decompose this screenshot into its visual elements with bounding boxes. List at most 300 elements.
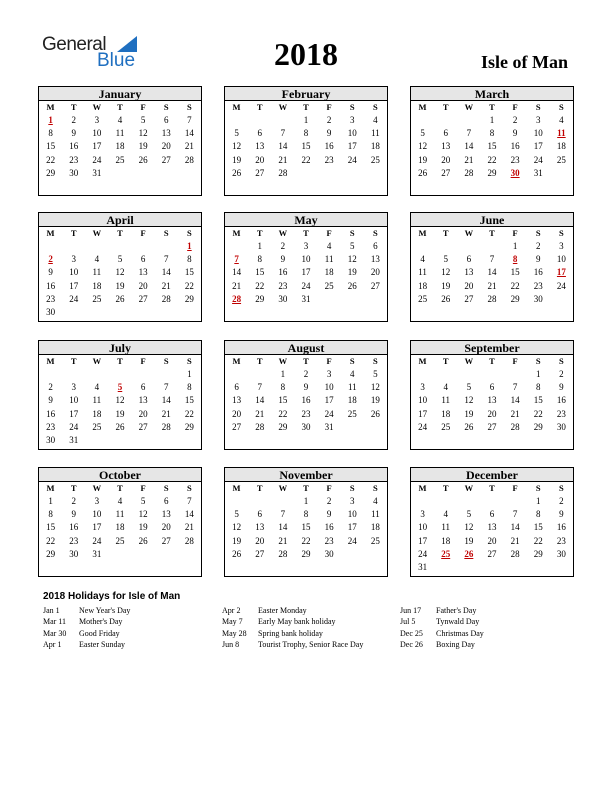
day-cell: 12 xyxy=(370,381,380,392)
holiday-name: Boxing Day xyxy=(436,639,475,649)
holiday-row xyxy=(400,640,484,651)
day-cell: 3 xyxy=(350,495,355,506)
day-cell: 18 xyxy=(441,535,451,546)
day-cell: 13 xyxy=(464,267,474,278)
day-cell: 13 xyxy=(138,267,148,278)
day-cell: 9 xyxy=(536,253,541,264)
day-cell: 26 xyxy=(418,167,428,178)
month-may xyxy=(224,212,388,322)
holiday-day-cell: 8 xyxy=(512,253,518,264)
day-cell: 27 xyxy=(441,167,451,178)
day-cell: 23 xyxy=(324,154,334,165)
day-cell: 12 xyxy=(464,395,474,406)
day-cell: 17 xyxy=(92,141,102,152)
weekday-header: M xyxy=(418,228,427,238)
day-cell: 16 xyxy=(533,267,543,278)
empty-day-cell xyxy=(108,305,131,318)
day-cell: 13 xyxy=(232,395,242,406)
holiday-row xyxy=(222,640,363,651)
day-cell: 7 xyxy=(257,381,262,392)
day-cell: 24 xyxy=(324,408,334,419)
day-cell: 18 xyxy=(115,141,125,152)
empty-day-cell xyxy=(108,166,131,179)
day-cell: 18 xyxy=(92,280,102,291)
day-cell: 7 xyxy=(187,114,192,125)
day-cell: 12 xyxy=(441,267,451,278)
empty-day-cell xyxy=(155,433,178,446)
day-cell: 22 xyxy=(184,408,194,419)
day-cell: 19 xyxy=(115,408,125,419)
weekday-header: F xyxy=(140,228,146,238)
empty-day-cell xyxy=(155,166,178,179)
day-cell: 9 xyxy=(559,508,564,519)
country-name: Isle of Man xyxy=(481,52,568,72)
empty-day-cell xyxy=(364,292,387,305)
day-cell: 12 xyxy=(138,127,148,138)
holiday-column xyxy=(400,606,484,651)
empty-day-cell xyxy=(364,166,387,179)
day-cell: 22 xyxy=(301,535,311,546)
day-cell: 12 xyxy=(138,508,148,519)
day-cell: 1 xyxy=(536,495,541,506)
day-cell: 19 xyxy=(441,280,451,291)
month-name: December xyxy=(411,468,573,482)
day-cell: 26 xyxy=(441,293,451,304)
day-cell: 6 xyxy=(489,381,495,392)
day-cell: 3 xyxy=(71,253,76,264)
holiday-row xyxy=(43,640,130,651)
day-cell: 20 xyxy=(487,535,497,546)
day-cell: 18 xyxy=(115,522,125,533)
holiday-name: Mother's Day xyxy=(79,617,123,627)
day-cell: 3 xyxy=(350,114,355,125)
day-cell: 18 xyxy=(370,141,380,152)
day-cell: 27 xyxy=(487,548,497,559)
weekday-header: S xyxy=(373,356,378,366)
weekday-header: M xyxy=(418,102,427,112)
weekday-header: T xyxy=(117,228,123,238)
day-cell: 5 xyxy=(234,127,239,138)
day-cell: 22 xyxy=(184,280,194,291)
day-cell: 10 xyxy=(69,395,79,406)
holidays-title: 2018 Holidays for Isle of Man xyxy=(43,591,181,602)
day-cell: 20 xyxy=(487,408,497,419)
day-cell: 23 xyxy=(556,408,566,419)
day-cell: 19 xyxy=(347,267,357,278)
weekday-header: W xyxy=(464,483,474,493)
weekday-header: S xyxy=(559,102,564,112)
day-cell: 24 xyxy=(556,280,566,291)
weekday-header: M xyxy=(232,356,241,366)
empty-day-cell xyxy=(411,494,434,507)
empty-day-cell xyxy=(178,305,201,318)
empty-day-cell xyxy=(341,420,364,433)
day-cell: 17 xyxy=(92,522,102,533)
day-cell: 14 xyxy=(510,395,520,406)
day-cell: 1 xyxy=(257,240,262,251)
day-cell: 25 xyxy=(418,293,428,304)
day-cell: 7 xyxy=(280,508,286,519)
day-cell: 7 xyxy=(164,381,169,392)
day-cell: 12 xyxy=(347,253,357,264)
day-cell: 12 xyxy=(232,141,242,152)
day-cell: 4 xyxy=(559,114,564,125)
day-cell: 10 xyxy=(347,127,357,138)
holiday-row xyxy=(400,629,484,640)
day-cell: 13 xyxy=(370,253,380,264)
weekday-header: T xyxy=(489,102,495,112)
weekday-header: S xyxy=(349,356,355,366)
holiday-day-cell: 7 xyxy=(234,253,239,264)
day-cell: 3 xyxy=(94,114,100,125)
empty-day-cell xyxy=(108,239,131,252)
empty-day-cell xyxy=(480,367,503,380)
empty-day-cell xyxy=(341,292,364,305)
weekday-header: T xyxy=(489,483,495,493)
day-cell: 23 xyxy=(510,154,520,165)
holiday-row xyxy=(43,629,130,640)
day-cell: 16 xyxy=(278,267,288,278)
day-cell: 11 xyxy=(347,381,357,392)
empty-day-cell xyxy=(480,560,503,573)
empty-day-cell xyxy=(155,367,178,380)
weekday-header: T xyxy=(256,102,263,112)
day-cell: 1 xyxy=(303,114,309,125)
day-cell: 2 xyxy=(326,495,332,506)
day-cell: 19 xyxy=(464,408,474,419)
day-cell: 21 xyxy=(278,154,288,165)
weekday-header: W xyxy=(92,483,102,493)
month-july xyxy=(38,340,202,450)
day-cell: 21 xyxy=(464,154,474,165)
day-cell: 13 xyxy=(487,522,497,533)
holiday-date: Dec 25 xyxy=(400,628,423,638)
empty-day-cell xyxy=(341,547,364,560)
empty-day-cell xyxy=(39,367,62,380)
weekday-header: S xyxy=(163,228,169,238)
empty-day-cell xyxy=(132,367,155,380)
day-cell: 10 xyxy=(92,127,102,138)
day-cell: 13 xyxy=(255,522,265,533)
empty-day-cell xyxy=(132,166,155,179)
day-cell: 22 xyxy=(533,535,543,546)
day-cell: 20 xyxy=(232,408,242,419)
weekday-header: F xyxy=(140,483,146,493)
weekday-header: F xyxy=(512,102,518,112)
month-name: June xyxy=(411,213,573,227)
day-cell: 19 xyxy=(138,522,148,533)
weekday-header: S xyxy=(163,356,169,366)
day-cell: 23 xyxy=(556,535,566,546)
weekday-header: S xyxy=(535,228,541,238)
weekday-header: S xyxy=(349,228,355,238)
weekday-header: M xyxy=(232,483,241,493)
day-cell: 15 xyxy=(184,395,194,406)
day-cell: 21 xyxy=(487,280,497,291)
weekday-header: F xyxy=(326,228,332,238)
weekday-header: W xyxy=(278,483,288,493)
day-cell: 24 xyxy=(347,535,357,546)
day-cell: 16 xyxy=(510,141,520,152)
holiday-date: Jan 1 xyxy=(43,606,60,615)
weekday-header: S xyxy=(349,102,355,112)
weekday-header: T xyxy=(256,356,263,366)
empty-day-cell xyxy=(434,239,457,252)
day-cell: 18 xyxy=(441,408,451,419)
day-cell: 10 xyxy=(324,381,334,392)
day-cell: 14 xyxy=(278,141,288,152)
empty-day-cell xyxy=(132,239,155,252)
day-cell: 21 xyxy=(232,280,242,291)
day-cell: 26 xyxy=(347,280,357,291)
empty-day-cell xyxy=(480,494,503,507)
day-cell: 27 xyxy=(487,421,497,432)
day-cell: 22 xyxy=(487,154,497,165)
weekday-header: T xyxy=(70,102,77,112)
day-cell: 30 xyxy=(533,293,543,304)
day-cell: 10 xyxy=(418,395,428,406)
day-cell: 2 xyxy=(559,495,564,506)
day-cell: 4 xyxy=(420,253,425,264)
day-cell: 5 xyxy=(420,127,425,138)
day-cell: 11 xyxy=(441,395,451,406)
day-cell: 21 xyxy=(510,408,520,419)
day-cell: 22 xyxy=(301,154,311,165)
day-cell: 28 xyxy=(510,421,520,432)
day-cell: 28 xyxy=(255,421,265,432)
holiday-column xyxy=(43,606,130,651)
holiday-row xyxy=(222,617,363,628)
day-cell: 17 xyxy=(533,141,543,152)
day-cell: 4 xyxy=(443,381,448,392)
day-cell: 7 xyxy=(187,495,192,506)
day-cell: 13 xyxy=(161,127,171,138)
day-cell: 15 xyxy=(301,141,311,152)
day-cell: 28 xyxy=(278,167,288,178)
weekday-header: F xyxy=(326,102,332,112)
month-name: March xyxy=(411,87,573,101)
weekday-header: S xyxy=(163,102,169,112)
day-cell: 15 xyxy=(278,395,288,406)
weekday-header: T xyxy=(70,356,77,366)
weekday-header: W xyxy=(278,356,288,366)
holiday-row xyxy=(400,617,484,628)
day-cell: 11 xyxy=(115,127,125,138)
holiday-row xyxy=(43,606,130,617)
empty-day-cell xyxy=(85,367,108,380)
day-cell: 5 xyxy=(350,240,355,251)
day-cell: 8 xyxy=(489,127,495,138)
empty-day-cell xyxy=(434,494,457,507)
day-cell: 19 xyxy=(464,535,474,546)
month-name: February xyxy=(225,87,387,101)
day-cell: 2 xyxy=(512,114,518,125)
day-cell: 21 xyxy=(161,280,171,291)
day-cell: 7 xyxy=(280,127,286,138)
day-cell: 9 xyxy=(48,267,53,278)
day-cell: 23 xyxy=(46,293,56,304)
day-cell: 17 xyxy=(69,280,79,291)
day-cell: 22 xyxy=(278,408,288,419)
day-cell: 30 xyxy=(556,421,566,432)
empty-day-cell xyxy=(178,166,201,179)
day-cell: 21 xyxy=(184,522,194,533)
holiday-name: Easter Monday xyxy=(258,606,307,615)
holiday-date: Dec 26 xyxy=(400,639,423,649)
day-cell: 31 xyxy=(92,548,102,559)
weekday-header: T xyxy=(303,228,309,238)
month-december xyxy=(410,467,574,577)
day-cell: 25 xyxy=(324,280,334,291)
day-cell: 9 xyxy=(559,381,564,392)
empty-day-cell xyxy=(85,239,108,252)
day-cell: 11 xyxy=(418,267,427,278)
day-cell: 29 xyxy=(278,421,288,432)
empty-day-cell xyxy=(178,547,201,560)
day-cell: 21 xyxy=(255,408,265,419)
weekday-header: T xyxy=(70,483,77,493)
day-cell: 1 xyxy=(280,368,286,379)
day-cell: 12 xyxy=(232,522,242,533)
day-cell: 8 xyxy=(536,381,541,392)
day-cell: 27 xyxy=(138,421,148,432)
day-cell: 18 xyxy=(92,408,102,419)
empty-day-cell xyxy=(318,292,341,305)
day-cell: 2 xyxy=(303,368,309,379)
empty-day-cell xyxy=(411,367,434,380)
weekday-header: M xyxy=(418,356,427,366)
day-cell: 25 xyxy=(347,408,357,419)
day-cell: 19 xyxy=(138,141,148,152)
day-cell: 7 xyxy=(512,508,518,519)
logo-text-blue: Blue xyxy=(97,50,136,71)
day-cell: 2 xyxy=(48,381,53,392)
day-cell: 4 xyxy=(443,508,448,519)
holiday-row xyxy=(222,606,363,617)
holiday-day-cell: 26 xyxy=(464,548,474,559)
day-cell: 28 xyxy=(278,548,288,559)
empty-day-cell xyxy=(504,560,527,573)
day-cell: 14 xyxy=(487,267,497,278)
weekday-header: T xyxy=(489,356,495,366)
empty-day-cell xyxy=(271,113,294,126)
day-cell: 18 xyxy=(347,395,357,406)
day-cell: 14 xyxy=(255,395,265,406)
day-cell: 26 xyxy=(138,154,148,165)
empty-day-cell xyxy=(225,367,248,380)
day-cell: 3 xyxy=(559,240,564,251)
day-cell: 22 xyxy=(533,408,543,419)
day-cell: 8 xyxy=(257,253,262,264)
day-cell: 20 xyxy=(161,522,171,533)
day-cell: 1 xyxy=(489,114,495,125)
day-cell: 17 xyxy=(347,141,357,152)
holiday-day-cell: 1 xyxy=(187,240,192,251)
day-cell: 6 xyxy=(140,381,146,392)
month-name: November xyxy=(225,468,387,482)
weekday-header: S xyxy=(559,228,564,238)
day-cell: 25 xyxy=(92,293,102,304)
empty-day-cell xyxy=(504,494,527,507)
weekday-header: T xyxy=(117,356,123,366)
day-cell: 5 xyxy=(443,253,448,264)
day-cell: 19 xyxy=(370,395,380,406)
day-cell: 31 xyxy=(69,435,79,446)
day-cell: 15 xyxy=(46,522,56,533)
weekday-header: W xyxy=(92,102,102,112)
day-cell: 12 xyxy=(464,522,474,533)
weekday-header: S xyxy=(373,228,378,238)
day-cell: 21 xyxy=(510,535,520,546)
weekday-header: S xyxy=(535,102,541,112)
day-cell: 4 xyxy=(117,114,123,125)
weekday-header: W xyxy=(92,356,102,366)
day-cell: 24 xyxy=(418,421,428,432)
empty-day-cell xyxy=(132,433,155,446)
holiday-name: New Year's Day xyxy=(79,606,131,615)
day-cell: 8 xyxy=(303,508,309,519)
day-cell: 5 xyxy=(466,381,472,392)
holiday-day-cell: 17 xyxy=(556,267,566,278)
day-cell: 22 xyxy=(510,280,520,291)
day-cell: 24 xyxy=(92,154,102,165)
weekday-header: S xyxy=(187,228,192,238)
day-cell: 29 xyxy=(184,421,194,432)
day-cell: 15 xyxy=(487,141,497,152)
day-cell: 10 xyxy=(347,508,357,519)
day-cell: 25 xyxy=(115,535,125,546)
weekday-header: S xyxy=(535,356,541,366)
day-cell: 29 xyxy=(533,421,543,432)
empty-day-cell xyxy=(411,239,434,252)
day-cell: 31 xyxy=(92,167,102,178)
day-cell: 13 xyxy=(255,141,265,152)
day-cell: 9 xyxy=(71,508,76,519)
day-cell: 28 xyxy=(464,167,474,178)
day-cell: 31 xyxy=(324,421,334,432)
weekday-header: S xyxy=(535,483,541,493)
month-name: January xyxy=(39,87,201,101)
day-cell: 9 xyxy=(326,508,332,519)
holiday-row xyxy=(222,629,363,640)
empty-day-cell xyxy=(411,113,434,126)
holiday-date: Mar 30 xyxy=(43,628,67,638)
empty-day-cell xyxy=(550,560,573,573)
day-cell: 8 xyxy=(536,508,541,519)
month-april xyxy=(38,212,202,322)
day-cell: 17 xyxy=(418,408,428,419)
day-cell: 11 xyxy=(371,508,380,519)
day-cell: 20 xyxy=(138,408,148,419)
day-cell: 18 xyxy=(370,522,380,533)
day-cell: 19 xyxy=(418,154,428,165)
day-cell: 25 xyxy=(441,421,451,432)
weekday-header: S xyxy=(187,483,192,493)
day-cell: 6 xyxy=(164,114,169,125)
day-cell: 9 xyxy=(303,381,309,392)
empty-day-cell xyxy=(178,433,201,446)
month-january xyxy=(38,86,202,196)
logo-text-general: General xyxy=(42,34,107,55)
day-cell: 8 xyxy=(187,381,192,392)
day-cell: 10 xyxy=(301,253,311,264)
day-cell: 20 xyxy=(255,535,265,546)
day-cell: 18 xyxy=(556,141,566,152)
calendar-year: 2018 xyxy=(274,36,338,72)
empty-day-cell xyxy=(132,547,155,560)
weekday-header: T xyxy=(303,102,309,112)
month-name: September xyxy=(411,341,573,355)
